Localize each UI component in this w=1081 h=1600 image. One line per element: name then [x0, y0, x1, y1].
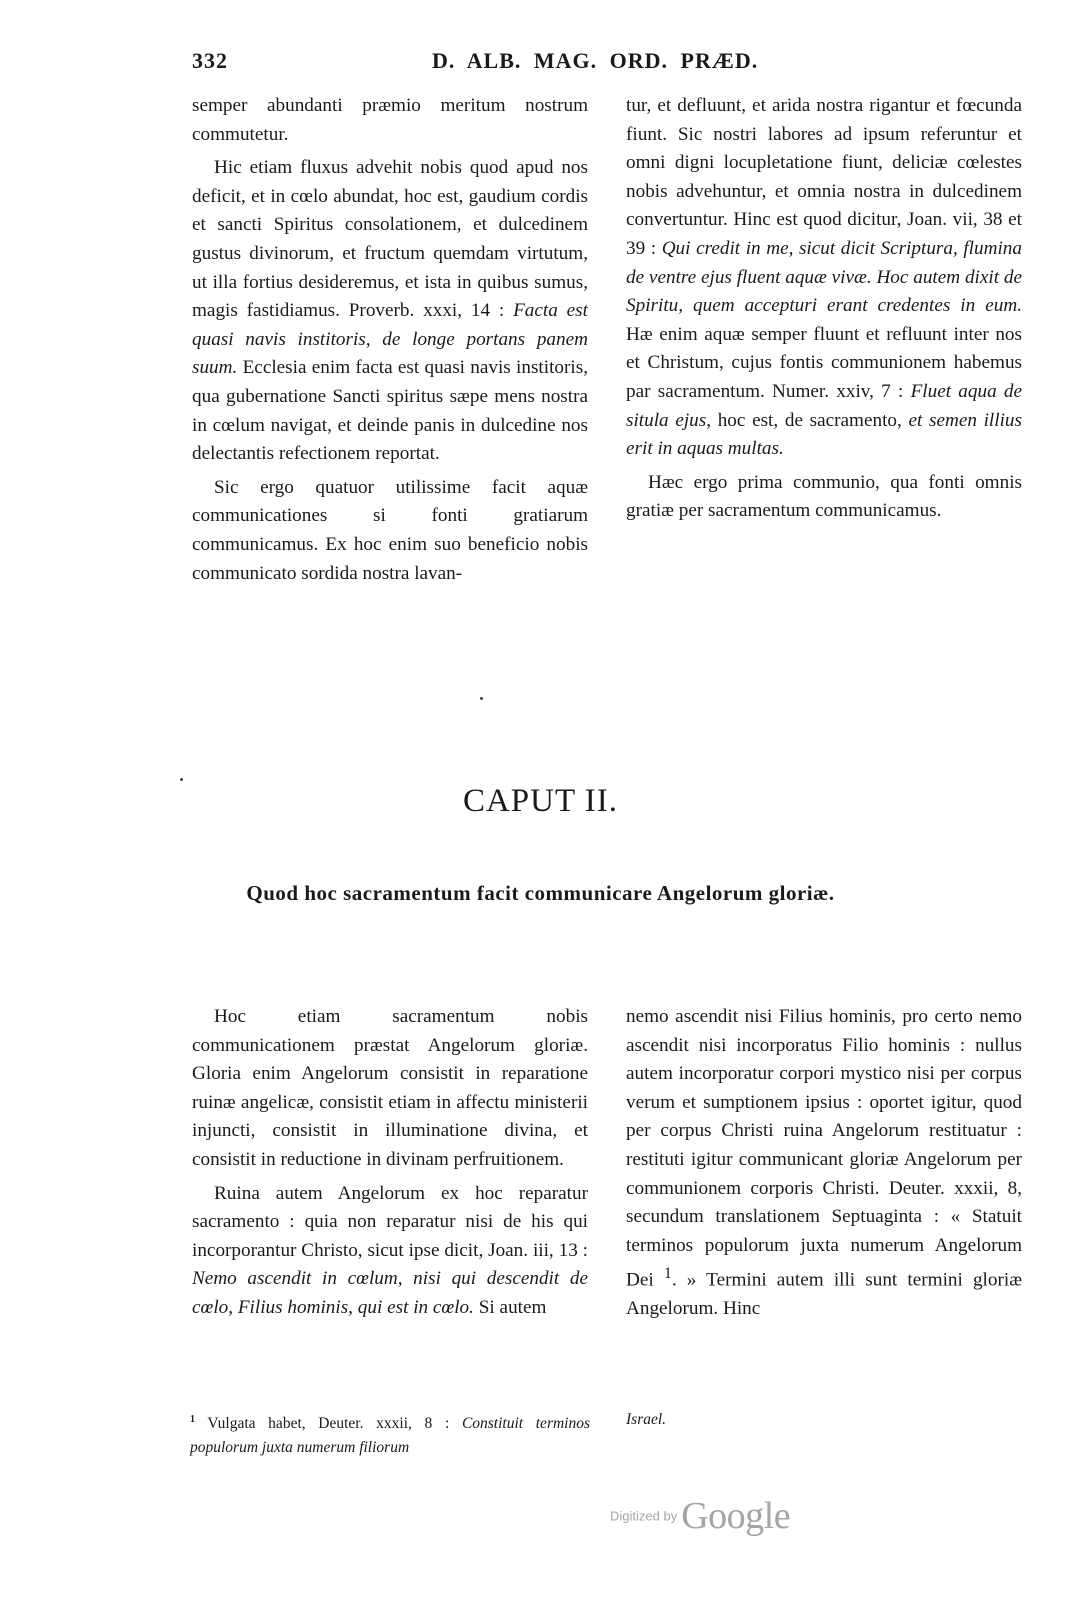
paragraph: Ruina autem Angelorum ex hoc reparatur sacramento : quia non reparatur nisi de his qui incorporantur Christo, sicut ipse dicit, Joan. iii, 13 : Nemo ascendit in cœlum, nisi qui descendit de cœlo, Filius hominis, qui est in cœlo. Si autem: [192, 1182, 588, 1318]
footnote-right: Israel.: [626, 1411, 667, 1428]
page-number: 332: [192, 48, 228, 73]
bottom-left-column: [192, 1003, 588, 1323]
paragraph: Hic etiam fluxus advehit nobis quod apud nos deficit, et in cœlo abundat, hoc est, gaudium cordis et sancti Spiritus consolationem, et dulcedinem gustus divinorum, et fructum quemdam virtutum, ut illa fortius desideremus, et ista in quibus sumus, magis fastidiamus. Proverb. xxxi, 14 : Facta est quasi navis institoris, de longe portans panem suum. Ecclesia enim facta est quasi navis institoris, qua gubernatione Sancti spiritus sæpe mens nostra in cœlum navigat, et deinde panis in dulcedine nos delectantis refectionem reportat.: [192, 157, 588, 465]
chapter-subtitle: Quod hoc sacramentum facit communicare Angelorum gloriæ.: [246, 881, 835, 905]
running-title: D. ALB. MAG. ORD. PRÆD.: [432, 48, 759, 73]
google-watermark: [610, 1494, 790, 1538]
ink-speck: [180, 778, 183, 781]
footnote-left: $^1$ Vulgata habet, Deuter. xxxii, 8 : Constituit terminos populorum juxta numerum filiorum: [190, 1414, 591, 1457]
digitized-label: Digitized by: [610, 1508, 678, 1524]
top-right-column: [626, 92, 1022, 526]
bottom-right-column: [626, 1003, 1022, 1324]
paragraph: Hæc ergo prima communio, qua fonti omnis gratiæ per sacramentum communicamus.: [626, 471, 1022, 522]
paragraph: tur, et defluunt, et arida nostra rigantur et fœcunda fiunt. Sic nostri labores ad ipsum referuntur et omni digni locupletatione fiunt, deliciæ cœlestes nobis advehuntur, et omnia nostra in dulcedinem convertuntur. Hinc est quod dicitur, Joan. vii, 38 et 39 : Qui credit in me, sicut dicit Scriptura, flumina de ventre ejus fluent aquæ vivæ. Hoc autem dixit de Spiritu, quem accepturi erant credentes in eum. Hæ enim aquæ semper fluunt et refluunt inter nos et Christum, cujus fontis communionem habemus par sacramentum. Numer. xxiv, 7 : Fluet aqua de situla ejus, hoc est, de sacramento, et semen illius erit in aquas multas.: [626, 95, 1022, 460]
top-left-column: [192, 92, 588, 588]
chapter-title: CAPUT II.: [462, 783, 619, 819]
paragraph: semper abundanti præmio meritum nostrum commutetur.: [192, 95, 588, 145]
paragraph: nemo ascendit nisi Filius hominis, pro certo nemo ascendit nisi incorporatus Filio hominis : nullus autem incorporatur corpori mystico nisi per corpus verum et sumptionem ipsius : oportet igitur, quod per corpus Christi ruina Angelorum restituatur : restituti igitur communicant gloriæ Angelorum per communionem corporis Christi. Deuter. xxxii, 8, secundum translationem Septuaginta : « Statuit terminos populorum juxta numerum Angelorum Dei $^1$. » Termini autem illi sunt termini gloriæ Angelorum. Hinc: [626, 1006, 1022, 1320]
paragraph: Hoc etiam sacramentum nobis communicationem præstat Angelorum gloriæ. Gloria enim Angelorum consistit in reparatione ruinæ angelicæ, consistit etiam in affectu ministerii injuncti, consistit in illuminatione divina, et consistit in reductione in divinam perfruitionem.: [192, 1006, 588, 1170]
paragraph: Sic ergo quatuor utilissime facit aquæ communicationes si fonti gratiarum communicamus. Ex hoc enim suo beneficio nobis communicato sordida nostra lavan-: [192, 476, 588, 584]
ink-speck: [480, 697, 483, 700]
google-logo-text: Google: [681, 1495, 791, 1537]
